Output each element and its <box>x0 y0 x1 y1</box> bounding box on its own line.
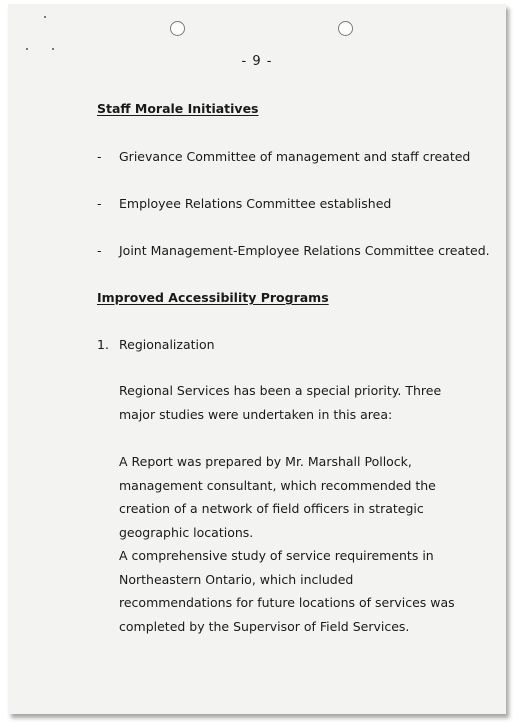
section-heading-staff-morale: Staff Morale Initiatives <box>97 101 259 116</box>
list-item-text: Employee Relations Committee established <box>119 196 392 211</box>
bullet-dash: - <box>97 243 102 258</box>
numbered-item <box>97 337 215 352</box>
item-title: Regionalization <box>119 337 215 352</box>
document-page <box>8 4 506 714</box>
punch-hole-right <box>338 21 353 36</box>
punch-hole-left <box>170 21 185 36</box>
paper-speck <box>52 48 54 50</box>
bullet-dash: - <box>97 196 102 211</box>
item-number: 1. <box>97 337 109 352</box>
list-item-text: Joint Management-Employee Relations Committee created. <box>119 243 490 258</box>
list-item <box>97 243 490 258</box>
list-item <box>97 149 470 164</box>
list-item <box>97 196 391 211</box>
paragraph: Regional Services has been a special priority. Three major studies were undertaken in this area: <box>119 383 442 422</box>
section-heading-accessibility: Improved Accessibility Programs <box>97 290 329 305</box>
list-item-text: Grievance Committee of management and staff created <box>119 149 471 164</box>
paragraph: A comprehensive study of service requirements in Northeastern Ontario, which included recommendations for future locations of services was completed by the Supervisor of Field Services. <box>119 548 455 634</box>
paragraph: A Report was prepared by Mr. Marshall Pollock, management consultant, which recommended the creation of a network of field officers in strategic geographic locations. <box>119 454 436 540</box>
page-number: - 9 - <box>241 54 273 69</box>
paper-speck <box>26 48 28 50</box>
bullet-dash: - <box>97 149 102 164</box>
paper-speck <box>44 16 46 18</box>
